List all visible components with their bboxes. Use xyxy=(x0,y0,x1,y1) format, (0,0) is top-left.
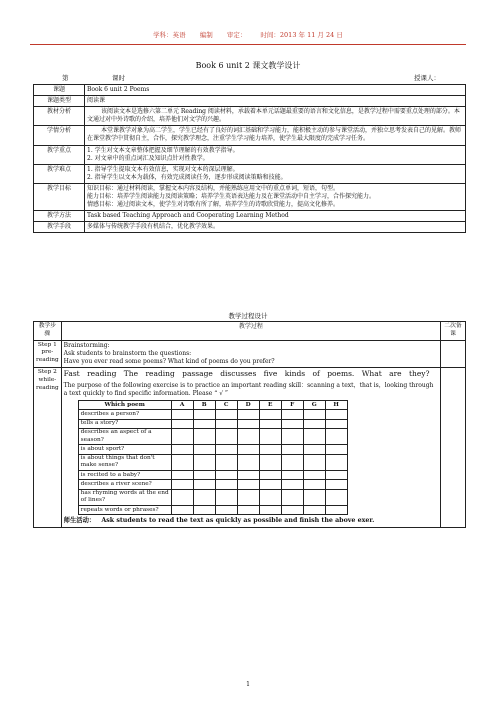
poem-question: describes an aspect of a season? xyxy=(78,428,171,444)
lesson-plan-table xyxy=(33,84,466,233)
plan-row xyxy=(34,183,466,210)
step1-notes xyxy=(441,340,466,367)
check-cell[interactable] xyxy=(171,471,193,480)
poem-question: is about sport? xyxy=(78,445,171,454)
check-cell[interactable] xyxy=(171,428,193,444)
key-points-label: 教学重点 xyxy=(34,145,85,164)
check-cell[interactable] xyxy=(193,410,215,419)
plan-row xyxy=(34,96,466,107)
check-cell[interactable] xyxy=(237,419,259,428)
plan-row xyxy=(34,107,466,126)
check-cell[interactable] xyxy=(281,428,303,444)
check-cell[interactable] xyxy=(171,454,193,470)
period-label: 课时 xyxy=(112,74,125,82)
check-cell[interactable] xyxy=(171,410,193,419)
step1-title: Brainstorming: xyxy=(63,341,110,349)
purpose-text: The purpose of the following exercise is to practice an important reading skill：scanning a text，that is，looking through a text quickly to find specific information. Please “ √ ” xyxy=(63,382,434,398)
check-cell[interactable] xyxy=(325,410,347,419)
method-value: Task based Teaching Approach and Cooperating Learning Method xyxy=(85,211,466,222)
check-cell[interactable] xyxy=(259,445,281,454)
table-row xyxy=(78,480,347,489)
activity-line xyxy=(64,517,438,526)
check-cell[interactable] xyxy=(303,410,325,419)
method-label: 教学方法 xyxy=(34,211,85,222)
check-cell[interactable] xyxy=(215,419,237,428)
goal-emotion: 情感目标：通过阅读文本，使学生对诗歌有所了解，培养学生的诗歌欣赏能力，提高文化修养。 xyxy=(87,201,340,209)
key-point-1: 1. 学生对文本文章整体把握及细节理解的有效教学指导。 xyxy=(87,146,239,154)
table-row xyxy=(78,506,347,515)
difficulty-1: 1. 指导学生提取文本有效信息，实现对文本的深层理解。 xyxy=(87,165,239,173)
page-number: 1 xyxy=(246,681,250,688)
poem-table-header xyxy=(78,401,347,410)
step2-label: Step 2 while-reading xyxy=(34,367,62,527)
key-point-2: 2. 对文章中的重点词汇及知识点针对性教学。 xyxy=(87,154,209,162)
letter-header: H xyxy=(325,401,347,410)
process-header-row xyxy=(34,322,466,341)
topic-value: Book 6 unit 2 Poems xyxy=(85,85,466,96)
step1-line2: Have you ever read some poems? What kind of poems do you prefer? xyxy=(63,357,275,365)
table-row xyxy=(78,428,347,444)
check-cell[interactable] xyxy=(303,480,325,489)
table-row xyxy=(78,454,347,470)
check-cell[interactable] xyxy=(171,419,193,428)
check-cell[interactable] xyxy=(325,489,347,505)
check-cell[interactable] xyxy=(193,428,215,444)
check-cell[interactable] xyxy=(215,445,237,454)
check-cell[interactable] xyxy=(259,419,281,428)
table-row xyxy=(78,489,347,505)
check-cell[interactable] xyxy=(303,506,325,515)
check-cell[interactable] xyxy=(215,410,237,419)
plan-row xyxy=(34,126,466,145)
check-cell[interactable] xyxy=(281,419,303,428)
header-divider xyxy=(30,44,466,45)
teacher-label: 授课人： xyxy=(414,74,440,82)
process-column-header: 教学过程 xyxy=(61,322,440,341)
check-cell[interactable] xyxy=(259,506,281,515)
table-row xyxy=(78,445,347,454)
check-cell[interactable] xyxy=(193,506,215,515)
check-cell[interactable] xyxy=(237,480,259,489)
table-row xyxy=(78,471,347,480)
poem-question: has rhyming words at the end of lines? xyxy=(78,489,171,505)
check-cell[interactable] xyxy=(237,454,259,470)
plan-row xyxy=(34,145,466,164)
check-cell[interactable] xyxy=(237,471,259,480)
check-cell[interactable] xyxy=(237,506,259,515)
difficulty-cell xyxy=(85,164,466,183)
letter-header: D xyxy=(237,401,259,410)
check-cell[interactable] xyxy=(237,410,259,419)
difficulty-2: 2. 指导学生以文本为载体，有效完成阅读任务，逐步形成阅读策略和技能。 xyxy=(87,173,287,181)
check-cell[interactable] xyxy=(215,506,237,515)
check-cell[interactable] xyxy=(215,480,237,489)
check-cell[interactable] xyxy=(303,489,325,505)
check-cell[interactable] xyxy=(215,471,237,480)
check-cell[interactable] xyxy=(259,480,281,489)
check-cell[interactable] xyxy=(325,445,347,454)
which-poem-header: Which poem xyxy=(78,401,171,410)
check-cell[interactable] xyxy=(303,454,325,470)
goals-label: 教学目标 xyxy=(34,183,85,210)
step2-content xyxy=(61,367,440,527)
material-value: 该阅读文本是选修六第二单元 Reading 阅读材料，承载着本单元话题最重要的语言和文化信息，是教学过程中需要重点处理的部分。本文通过对中外诗歌的介绍，培养他们对文学的兴趣。 xyxy=(85,107,466,126)
activity-label: 师生活动： xyxy=(63,517,96,525)
step2-notes xyxy=(441,367,466,527)
goal-knowledge: 知识目标：通过材料阅读，掌握文本内容及结构，并能熟练应用文中的重点单词，短语，句型。 xyxy=(87,184,340,192)
check-cell[interactable] xyxy=(303,445,325,454)
plan-row xyxy=(34,164,466,183)
check-cell[interactable] xyxy=(325,454,347,470)
letter-header: C xyxy=(215,401,237,410)
activity-text: Ask students to read the text as quickly as possible and finish the above exer. xyxy=(101,517,375,525)
process-table xyxy=(33,321,466,528)
check-cell[interactable] xyxy=(237,445,259,454)
key-points-cell xyxy=(85,145,466,164)
extra-column-header: 二次备课 xyxy=(441,322,466,341)
poem-question: describes a river scene? xyxy=(78,480,171,489)
check-cell[interactable] xyxy=(303,419,325,428)
check-cell[interactable] xyxy=(325,419,347,428)
plan-row xyxy=(34,85,466,96)
poem-question: is about things that don't make sense? xyxy=(78,454,171,470)
material-label: 教材分析 xyxy=(34,107,85,126)
check-cell[interactable] xyxy=(193,454,215,470)
check-cell[interactable] xyxy=(193,471,215,480)
check-cell[interactable] xyxy=(259,410,281,419)
section-title: 教学过程设计 xyxy=(228,312,268,320)
means-value: 多媒体与传统教学手段有机结合，优化教学效果。 xyxy=(85,222,466,233)
check-cell[interactable] xyxy=(281,445,303,454)
type-label: 课题类型 xyxy=(34,96,85,107)
letter-header: A xyxy=(171,401,193,410)
step-column-header: 教学步骤 xyxy=(34,322,62,341)
step1-content xyxy=(61,340,440,367)
check-cell[interactable] xyxy=(215,454,237,470)
check-cell[interactable] xyxy=(325,428,347,444)
means-label: 教学手段 xyxy=(34,222,85,233)
step1-line1: Ask students to brainstorm the questions: xyxy=(63,349,192,357)
step1-label: Step 1 pre-reading xyxy=(34,340,62,367)
table-row xyxy=(78,410,347,419)
poem-question: describes a person? xyxy=(78,410,171,419)
header-editor: 编制 xyxy=(199,31,213,39)
check-cell[interactable] xyxy=(193,489,215,505)
poem-question: repeats words or phrases? xyxy=(78,506,171,515)
topic-label: 课题 xyxy=(34,85,85,96)
process-row-step2 xyxy=(34,367,466,527)
goals-cell xyxy=(85,183,466,210)
document-title: Book 6 unit 2 课文教学设计 xyxy=(195,61,301,70)
check-cell[interactable] xyxy=(237,428,259,444)
check-cell[interactable] xyxy=(259,471,281,480)
check-cell[interactable] xyxy=(259,454,281,470)
lesson-number-label: 第 xyxy=(62,74,69,82)
plan-row xyxy=(34,222,466,233)
check-cell[interactable] xyxy=(281,480,303,489)
check-cell[interactable] xyxy=(325,506,347,515)
check-cell[interactable] xyxy=(193,445,215,454)
check-cell[interactable] xyxy=(171,445,193,454)
fast-reading-line: Fast reading The reading passage discusses five kinds of poems. What are they? xyxy=(63,368,430,378)
header-reviewer: 审定： xyxy=(226,31,247,39)
check-cell[interactable] xyxy=(193,419,215,428)
poem-question: is recited to a baby? xyxy=(78,471,171,480)
check-cell[interactable] xyxy=(259,489,281,505)
check-cell[interactable] xyxy=(215,428,237,444)
page-header xyxy=(0,30,496,39)
letter-header: F xyxy=(281,401,303,410)
check-cell[interactable] xyxy=(193,480,215,489)
check-cell[interactable] xyxy=(171,506,193,515)
students-value: 本堂课教学对象为高二学生，学生已经有了良好的词汇基础和学习能力，能积极主动的参与课堂活动，并独立思考发表自己的见解。教师在课堂教学中贯彻自主，合作，探究教学理念，注重学生学习能力培养，使学生最大限度的完成学习任务。 xyxy=(85,126,466,145)
letter-header: E xyxy=(259,401,281,410)
difficulty-label: 教学难点 xyxy=(34,164,85,183)
poem-check-table xyxy=(78,400,348,515)
check-cell[interactable] xyxy=(237,489,259,505)
check-cell[interactable] xyxy=(325,480,347,489)
letter-header: G xyxy=(303,401,325,410)
poem-question: tells a story? xyxy=(78,419,171,428)
check-cell[interactable] xyxy=(171,489,193,505)
students-label: 学情分析 xyxy=(34,126,85,145)
goal-ability: 能力目标：培养学生阅读能力及阅读策略；培养学生英语表达能力及在课堂活动中自主学习，合作探究能力。 xyxy=(87,193,376,201)
check-cell[interactable] xyxy=(281,471,303,480)
letter-header: B xyxy=(193,401,215,410)
check-cell[interactable] xyxy=(171,480,193,489)
check-cell[interactable] xyxy=(303,471,325,480)
check-cell[interactable] xyxy=(259,428,281,444)
check-cell[interactable] xyxy=(215,489,237,505)
check-cell[interactable] xyxy=(281,454,303,470)
check-cell[interactable] xyxy=(281,410,303,419)
header-date: 时间：2013 年 11 月 24 日 xyxy=(260,31,343,39)
check-cell[interactable] xyxy=(303,428,325,444)
table-row xyxy=(78,419,347,428)
process-row-step1 xyxy=(34,340,466,367)
check-cell[interactable] xyxy=(325,471,347,480)
type-value: 阅读课 xyxy=(85,96,466,107)
check-cell[interactable] xyxy=(281,489,303,505)
header-subject: 学科：英语 xyxy=(153,31,186,39)
check-cell[interactable] xyxy=(281,506,303,515)
plan-row xyxy=(34,211,466,222)
